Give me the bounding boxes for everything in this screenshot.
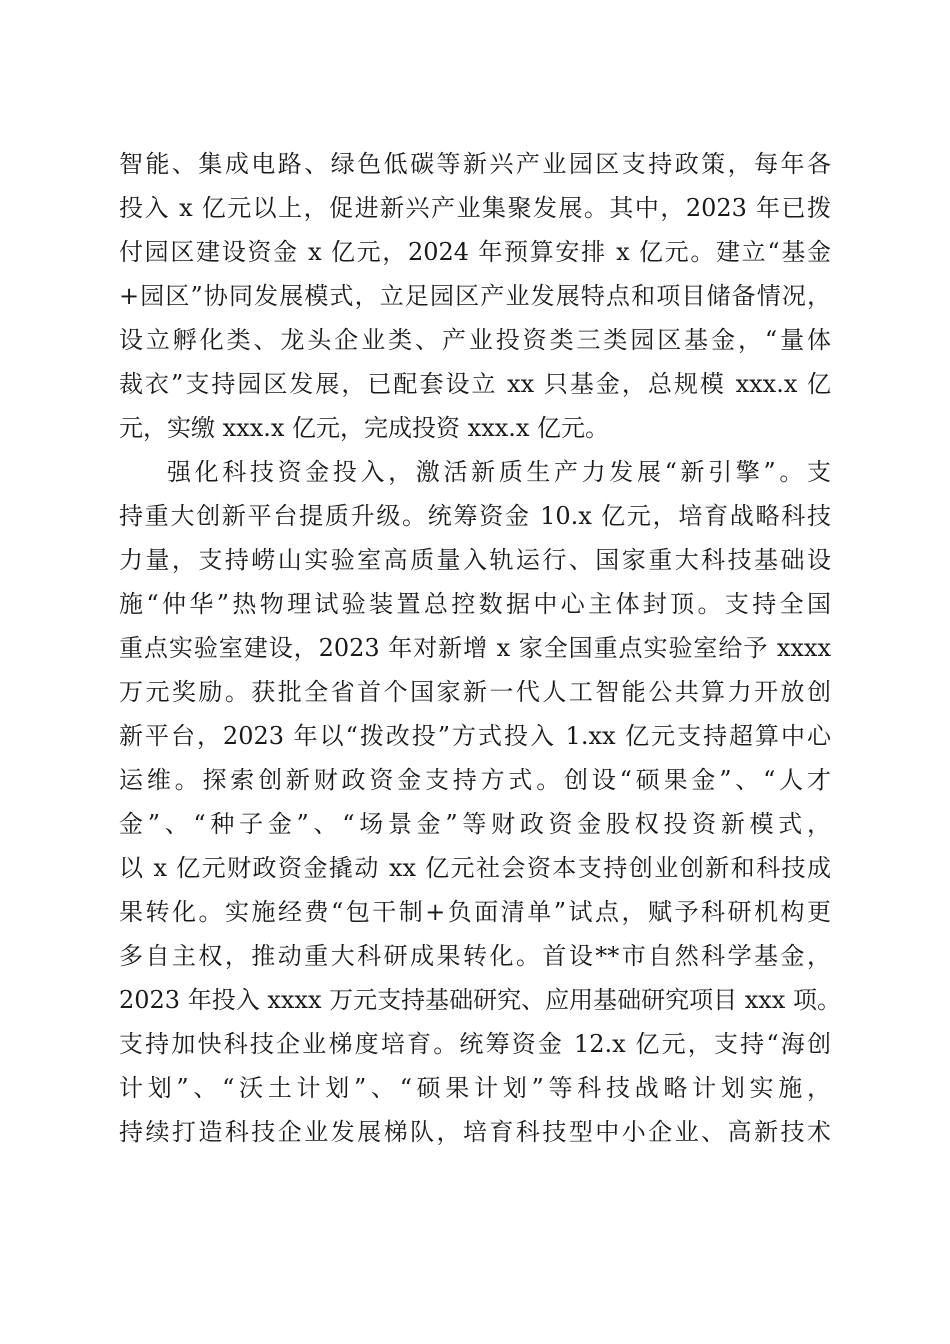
paragraph-line: 投入 x 亿元以上，促进新兴产业集聚发展。其中，2023 年已拨 [119,194,831,222]
paragraph-line: 2023 年投入 xxxx 万元支持基础研究、应用基础研究项目 xxx 项。 [119,986,841,1014]
paragraph-first-line: 强化科技资金投入，激活新质生产力发展“新引擎”。支 [167,458,831,486]
paragraph-line: 施“仲华”热物理试验装置总控数据中心主体封顶。支持全国 [119,590,831,618]
paragraph-line: 多自主权，推动重大科研成果转化。首设**市自然科学基金， [119,942,831,970]
paragraph-line: 果转化。实施经费“包干制+负面清单”试点，赋予科研机构更 [119,898,831,926]
paragraph-line: +园区”协同发展模式，立足园区产业发展特点和项目储备情况， [119,282,831,310]
paragraph-line: 重点实验室建设，2023 年对新增 x 家全国重点实验室给予 xxxx [119,634,831,662]
paragraph-line: 元，实缴 xxx.x 亿元，完成投资 xxx.x 亿元。 [119,414,610,442]
paragraph-line: 支持加快科技企业梯度培育。统筹资金 12.x 亿元，支持“海创 [119,1030,831,1058]
paragraph-line: 设立孵化类、龙头企业类、产业投资类三类园区基金，“量体 [119,326,831,354]
paragraph-line: 持续打造科技企业发展梯队，培育科技型中小企业、高新技术 [119,1118,831,1146]
paragraph-line: 智能、集成电路、绿色低碳等新兴产业园区支持政策，每年各 [119,150,831,178]
paragraph-line: 付园区建设资金 x 亿元，2024 年预算安排 x 亿元。建立“基金 [119,238,831,266]
paragraph-line: 运维。探索创新财政资金支持方式。创设“硕果金”、“人才 [119,766,831,794]
paragraph-line: 力量，支持崂山实验室高质量入轨运行、国家重大科技基础设 [119,546,831,574]
paragraph-line: 计划”、“沃土计划”、“硕果计划”等科技战略计划实施， [119,1074,831,1102]
paragraph-line: 金”、“种子金”、“场景金”等财政资金股权投资新模式， [119,810,831,838]
document-body [119,142,841,1154]
paragraph-line: 万元奖励。获批全省首个国家新一代人工智能公共算力开放创 [119,678,831,706]
paragraph-line: 裁衣”支持园区发展，已配套设立 xx 只基金，总规模 xxx.x 亿 [119,370,831,398]
paragraph-line: 新平台，2023 年以“拨改投”方式投入 1.xx 亿元支持超算中心 [119,722,831,750]
paragraph-line: 以 x 亿元财政资金撬动 xx 亿元社会资本支持创业创新和科技成 [119,854,831,882]
paragraph-line: 持重大创新平台提质升级。统筹资金 10.x 亿元，培育战略科技 [119,502,831,530]
